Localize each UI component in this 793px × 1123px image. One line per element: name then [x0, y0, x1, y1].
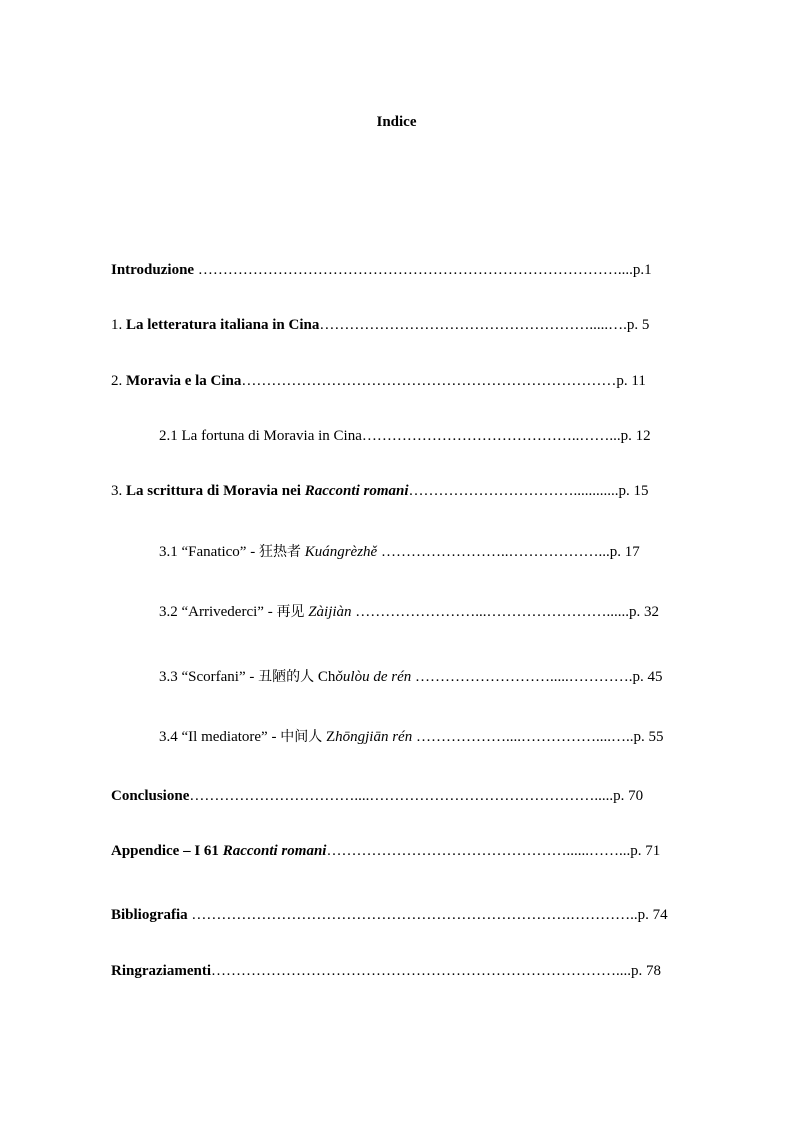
toc-entry-label: Ringraziamenti — [111, 963, 211, 979]
toc-entry-label: Bibliografia — [111, 907, 188, 923]
toc-leader: ……………………..………………... — [377, 544, 610, 560]
toc-page-number: p. 32 — [629, 604, 660, 620]
toc-entry-label: Moravia e la Cina — [126, 373, 242, 389]
toc-entry-scorfani — [159, 668, 662, 686]
toc-entry-letteratura — [111, 316, 649, 334]
toc-page-number: p. 12 — [620, 428, 651, 444]
toc-entry-label: La letteratura italiana in Cina — [126, 317, 320, 333]
toc-entry-pinyin-upright: Z — [325, 729, 336, 745]
toc-entry-fanatico — [159, 543, 640, 561]
toc-leader: ……………………………………………….....…. — [319, 317, 627, 333]
toc-entry-label: Appendice – I 61 — [111, 843, 223, 859]
toc-entry-label-italic: Racconti romani — [222, 843, 327, 859]
toc-leader: ……………………...……………………...... — [351, 604, 630, 620]
toc-entry-pinyin: ǒulòu de rén — [335, 669, 412, 685]
toc-entry-chinese: 狂热者 — [258, 544, 301, 560]
toc-entry-chinese: 再见 — [276, 604, 305, 620]
toc-entry-scrittura — [111, 482, 649, 500]
toc-entry-prefix: 3.1 “Fanatico” - — [159, 544, 259, 560]
toc-entry-label-italic: Racconti romani — [304, 483, 409, 499]
toc-entry-pinyin: hōngjiān rén — [335, 729, 413, 745]
toc-leader: ……………………………............ — [408, 483, 619, 499]
toc-leader: …………………………………………......……... — [326, 843, 631, 859]
toc-entry-chinese: 丑陋的人 — [258, 669, 315, 685]
toc-leader: ………………………………………………………………… — [241, 373, 617, 389]
toc-page-number: p. 55 — [633, 729, 664, 745]
toc-entry-chinese: 中间人 — [280, 729, 323, 745]
toc-page-number: p. 17 — [609, 544, 640, 560]
toc-entry-label: 2.1 La fortuna di Moravia in Cina — [159, 428, 362, 444]
toc-entry-moravia-cina — [111, 372, 646, 390]
toc-entry-prefix: 3.2 “Arrivederci” - — [159, 604, 277, 620]
toc-leader: ………………………………………………………………….………….. — [187, 907, 638, 923]
toc-leader: ……………………………………..……... — [361, 428, 621, 444]
toc-leader: ……………………………....………………………………………..... — [189, 788, 614, 804]
toc-entry-label: La scrittura di Moravia nei — [126, 483, 305, 499]
toc-page-number: p. 70 — [613, 788, 644, 804]
toc-entry-label: Conclusione — [111, 788, 190, 804]
toc-entry-conclusione — [111, 787, 643, 805]
toc-entry-pinyin-upright: Ch — [317, 669, 336, 685]
toc-entry-number: 3. — [111, 483, 126, 499]
toc-entry-appendice — [111, 842, 660, 860]
toc-page-number: p. 45 — [632, 669, 663, 685]
toc-page-number: p. 78 — [630, 963, 661, 979]
toc-entry-bibliografia — [111, 906, 668, 924]
toc-entry-number: 1. — [111, 317, 126, 333]
toc-leader: ……………………………………………………………………….... — [210, 963, 631, 979]
toc-entry-mediatore — [159, 728, 663, 746]
toc-entry-prefix: 3.4 “Il mediatore” - — [159, 729, 281, 745]
toc-page-number: p. 74 — [637, 907, 668, 923]
toc-entry-pinyin: Zàijiàn — [308, 604, 352, 620]
toc-leader: ……………………….....…………. — [411, 669, 633, 685]
toc-entry-arrivederci — [159, 603, 659, 621]
toc-entry-label: Introduzione — [111, 262, 195, 278]
page-title: Indice — [376, 114, 417, 130]
toc-entry-ringraziamenti — [111, 962, 661, 980]
toc-page-number: p. 71 — [630, 843, 661, 859]
toc-page-number: p. 15 — [618, 483, 649, 499]
toc-entry-number: 2. — [111, 373, 126, 389]
toc-leader: ………………....……………....….. — [412, 729, 634, 745]
toc-page-number: p.1 — [632, 262, 652, 278]
toc-entry-pinyin: Kuángrèzhě — [304, 544, 378, 560]
toc-page-number: p. 5 — [626, 317, 650, 333]
toc-page-number: p. 11 — [616, 373, 646, 389]
toc-leader: ………………………………………………………………………….... — [194, 262, 633, 278]
toc-entry-introduzione — [111, 261, 652, 279]
toc-entry-prefix: 3.3 “Scorfani” - — [159, 669, 259, 685]
toc-entry-fortuna — [159, 427, 651, 445]
